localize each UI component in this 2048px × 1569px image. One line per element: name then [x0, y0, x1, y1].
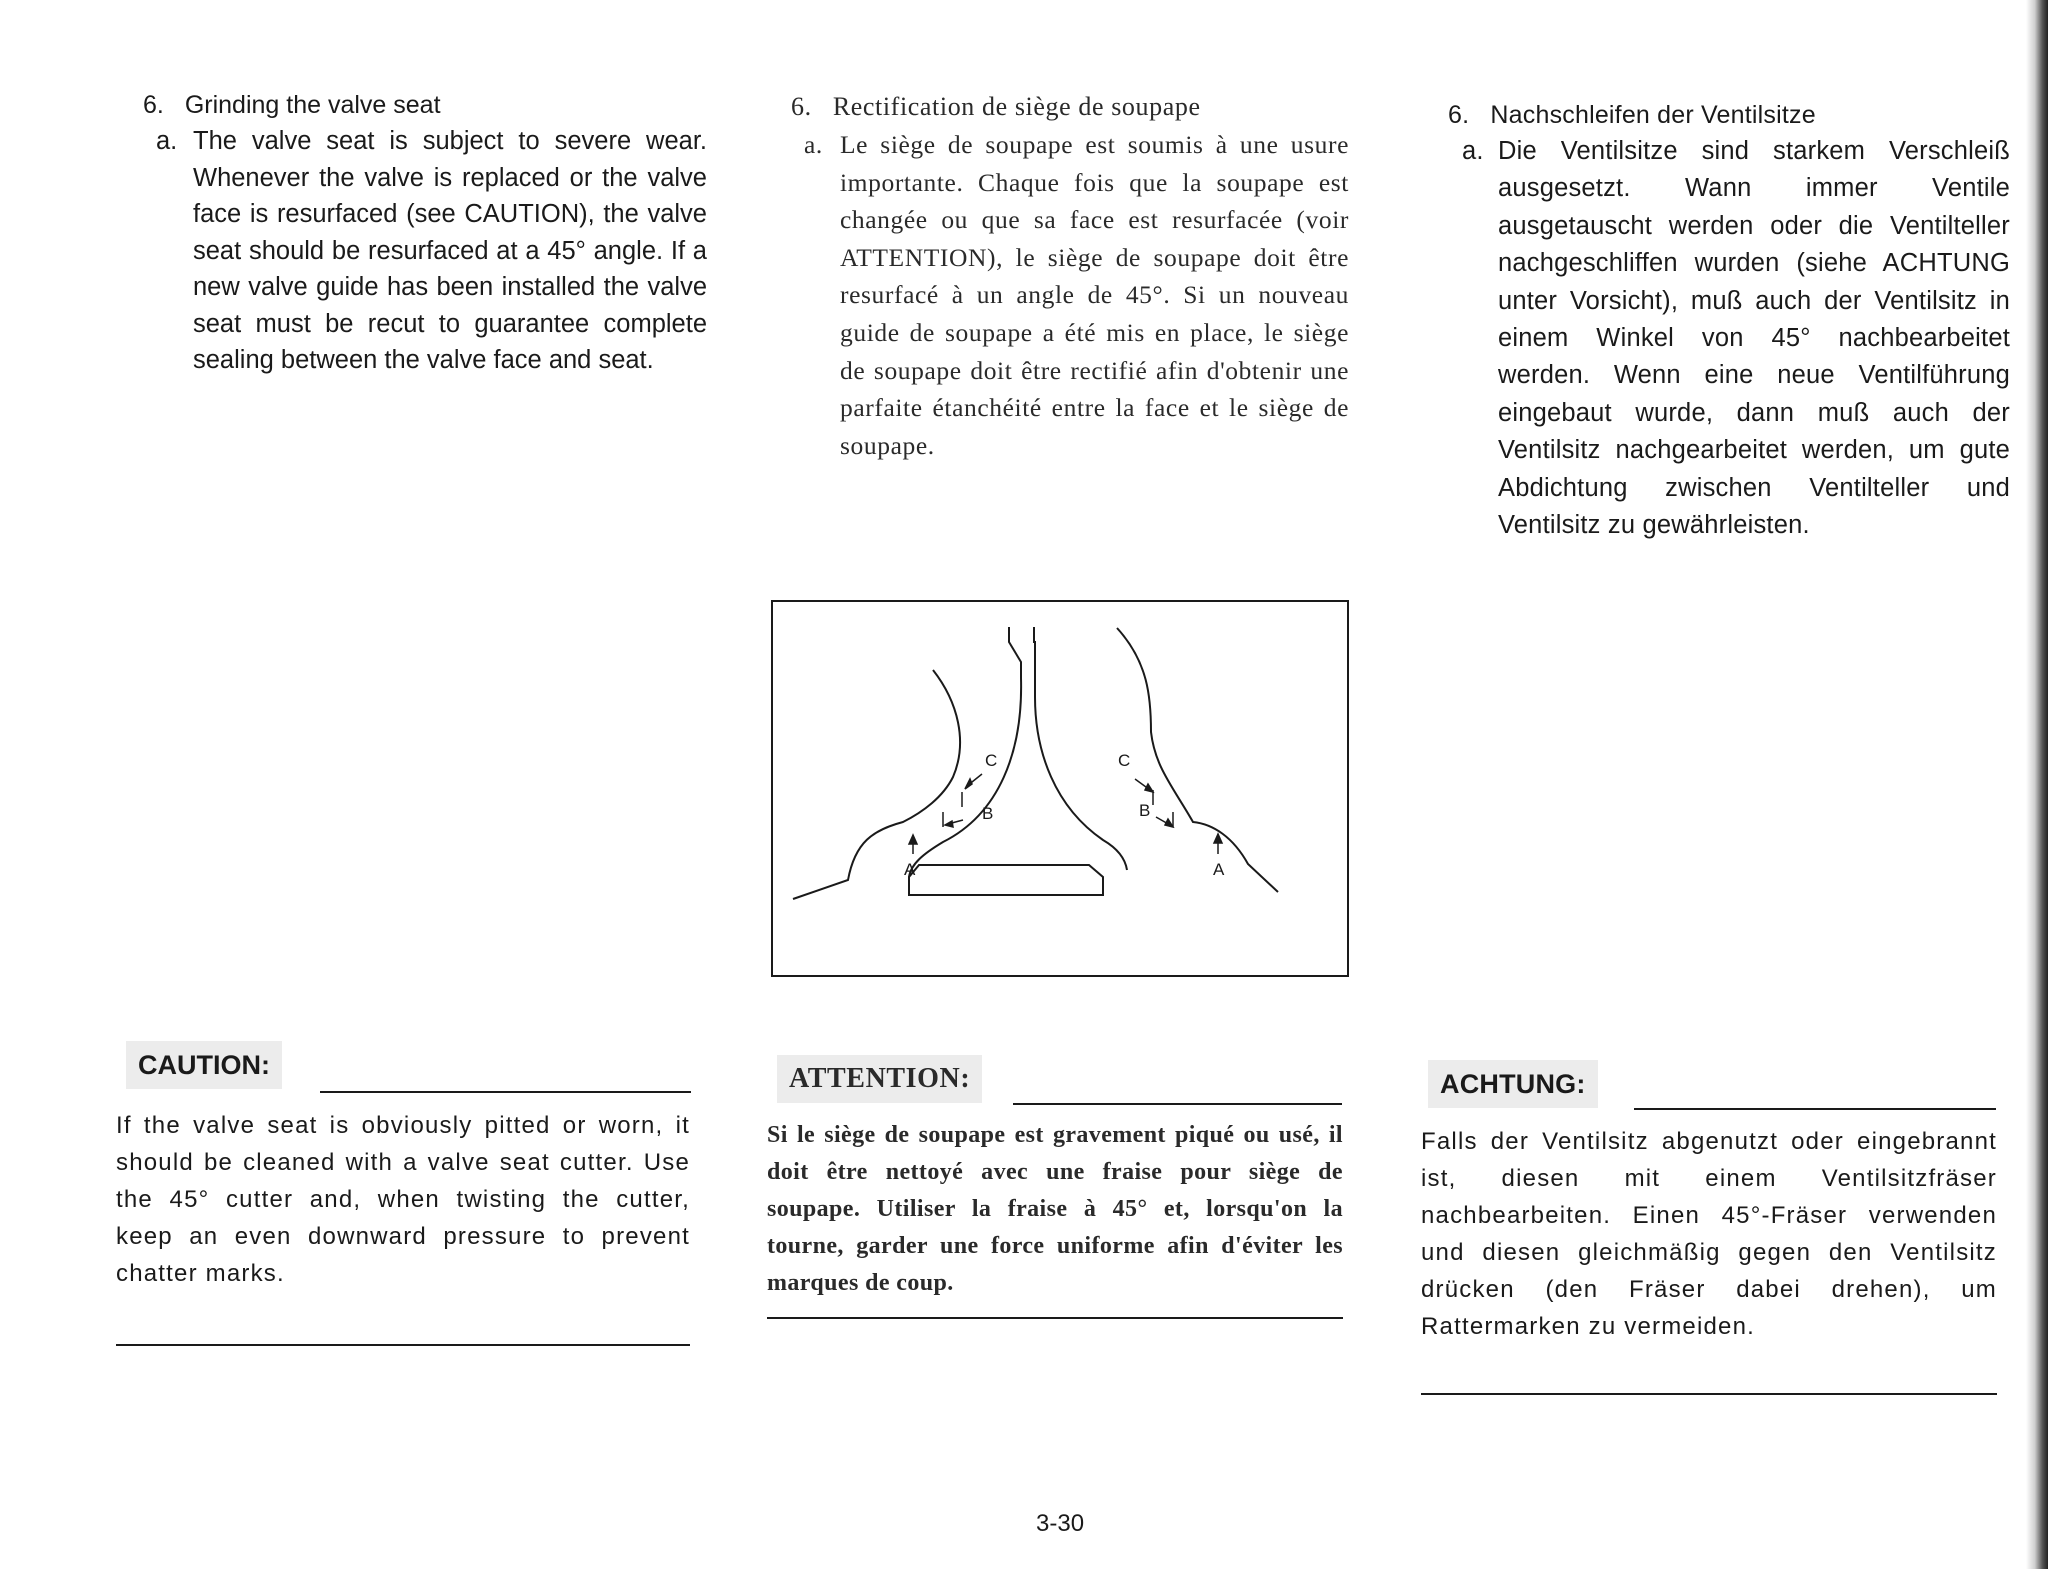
english-item-text: The valve seat is subject to severe wear. Whenever the valve is replaced or the valve face is resurfaced (see CAUTION), the valve seat should be resurfaced at a 45° angle. If a new valve guide has been installed the valve seat must be recut to guarantee complete sealing between the valve face and seat.	[193, 127, 707, 374]
label-b-left: B	[982, 804, 994, 823]
german-step-heading	[1448, 97, 1816, 133]
label-c-left: C	[985, 751, 998, 770]
english-step-heading	[143, 87, 441, 123]
valve-seat-drawing	[773, 602, 1347, 975]
valve-seat-diagram	[771, 600, 1349, 977]
attention-text: Si le siège de soupape est gravement piqué ou usé, il doit être nettoyé avec une fraise pour siège de soupape. Utiliser la fraise à 45° et, lorsqu'on la tourne, garder une force uniforme afin d'éviter les marques de coup.	[767, 1122, 1343, 1296]
caution-text: If the valve seat is obviously pitted or worn, it should be cleaned with a valve seat cutter. Use the 45° cutter and, when twisting the cutter, keep an even downward pressure to prevent chatter marks.	[116, 1112, 690, 1287]
german-item-text: Die Ventilsitze sind starkem Verschleiß ausgesetzt. Wann immer Ventile ausgetauscht werden oder die Ventilteller nachgeschliffen wurden (siehe ACHTUNG unter Vorsicht), muß auch der Ventilsitz in einem Winkel von 45° nachbearbeitet werden. Wenn eine neue Ventilführung eingebaut wurde, dann muß auch der Ventilsitz nachgearbeitet werden, um gute Abdichtung zwischen Ventilteller und Ventilsitz zu gewährleisten.	[1498, 137, 2010, 540]
french-item-label: a.	[804, 130, 823, 159]
valve-right-profile	[1034, 627, 1127, 870]
english-step-number: 6.	[143, 91, 164, 119]
label-a-left: A	[904, 860, 916, 879]
french-item-a	[804, 126, 1349, 464]
english-step-title: Grinding the valve seat	[184, 91, 441, 119]
german-item-label: a.	[1462, 137, 1484, 165]
caution-heading: CAUTION:	[126, 1041, 282, 1089]
valve-left-profile	[909, 627, 1021, 877]
german-item-a	[1462, 133, 2010, 544]
achtung-text: Falls der Ventilsitz abgenutzt oder eingebrannt ist, diesen mit einem Ventilsitzfräser nachbearbeiten. Einen 45°-Fräser verwenden und diesen gleichmäßig gegen den Ventilsitz drücken (den Fräser dabei drehen), um Rattermarken zu vermeiden.	[1421, 1128, 1997, 1340]
valve-head	[909, 865, 1103, 895]
label-b-right: B	[1139, 801, 1151, 820]
arrowhead-a-left	[909, 835, 917, 844]
attention-bottom-rule	[767, 1317, 1343, 1319]
arrowhead-a-right	[1214, 834, 1222, 843]
arrowhead-b-left	[945, 821, 953, 827]
page-binding-edge	[2026, 0, 2048, 1569]
label-a-right: A	[1213, 860, 1225, 879]
french-step-heading	[791, 89, 1201, 125]
german-step-number: 6.	[1448, 101, 1470, 129]
caution-bottom-rule	[116, 1344, 690, 1346]
achtung-bottom-rule	[1421, 1393, 1997, 1395]
achtung-heading: ACHTUNG:	[1428, 1060, 1598, 1108]
english-item-label: a.	[156, 127, 178, 155]
arrowhead-c-right	[1145, 784, 1153, 792]
english-item-a	[156, 123, 707, 379]
arrowhead-b-right	[1165, 819, 1173, 827]
arrowhead-c-left	[965, 779, 972, 789]
french-item-text: Le siège de soupape est soumis à une usure importante. Chaque fois que la soupape est changée ou que sa face est resurfacée (voir ATTENTION), le siège de soupape doit être resurfacé à un angle de 45°. Si un nouveau guide de soupape a été mis en place, le siège de soupape doit être rectifié afin d'obtenir une parfaite étanchéité entre la face et le siège de soupape.	[840, 130, 1349, 460]
caution-heading-rule	[320, 1091, 691, 1093]
attention-heading-rule	[1013, 1103, 1342, 1105]
right-head-casting	[1117, 628, 1278, 892]
french-step-title: Rectification de siège de soupape	[832, 92, 1201, 121]
achtung-heading-rule	[1634, 1108, 1996, 1110]
french-step-number: 6.	[791, 92, 812, 121]
attention-heading: ATTENTION:	[777, 1055, 982, 1103]
label-c-right: C	[1118, 751, 1131, 770]
german-step-title: Nachschleifen der Ventilsitze	[1490, 101, 1816, 129]
page-number: 3-30	[1036, 1510, 1085, 1537]
